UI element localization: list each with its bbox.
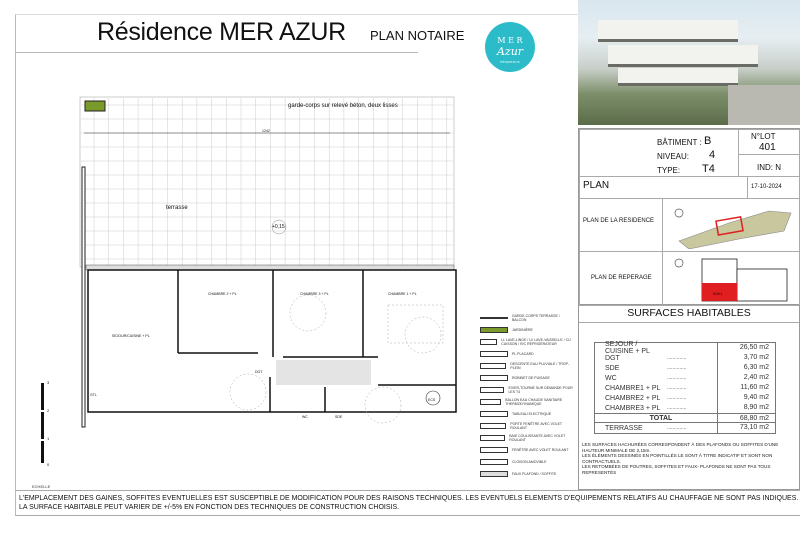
room-label: SDE [335, 415, 343, 419]
terrasse-value: 73,10 m2 [717, 423, 775, 433]
logo-text: M E R [497, 36, 523, 45]
surface-row [595, 363, 775, 373]
terrace-label: terrasse [166, 205, 188, 211]
surface-name: CHAMBRE3 + PL [605, 404, 661, 412]
room-label: CHAMBRE 2 + PL [208, 292, 237, 296]
surface-dots: .............. [667, 355, 687, 361]
lot-label: N°LOT [751, 132, 776, 141]
terrasse-row [595, 423, 775, 433]
floor-plan [78, 95, 458, 455]
room-label: CHAMBRE 1 + PL [388, 292, 417, 296]
guardrail-note: garde-corps sur relevé béton, deux lisses [288, 103, 398, 109]
surface-dots: .............. [667, 375, 687, 381]
type-label: TYPE: [657, 166, 681, 175]
legend-label: TABLEAU ELECTRIQUE [512, 412, 552, 416]
legend-item [480, 312, 575, 324]
surface-row [595, 393, 775, 403]
logo-text: RÉSIDENCE [500, 60, 520, 64]
surface-name: CHAMBRE2 + PL [605, 394, 661, 402]
surface-name: SEJOUR / CUISINE + PL [605, 341, 650, 355]
legend-symbol-icon [480, 317, 508, 319]
disclaimer-line: L'EMPLACEMENT DES GAINES, SOFFITES EVENTUELLES EST SUSCEPTIBLE DE MODIFICATION POUR DES RAISONS TECHNIQUES. LES EVENTUELS ELEMENTS D'EQUIPEMENTS RELATIFS AU CHAUFFAGE NE SONT PAS INDIQUES. [19, 495, 799, 502]
legend-symbol-icon [480, 471, 508, 477]
type-value: T4 [702, 163, 715, 175]
legend-label: CLOISON AMOVIBLE [512, 460, 547, 464]
page-title: Résidence MER AZUR [97, 18, 346, 46]
scale-tick: 3 [47, 380, 50, 385]
note: LES SURFACES HACHURÉES CORRESPONDENT À DES PLAFONDS OU SOFFITES D'UNE HAUTEUR MINIMALE DE 2,15m. [582, 442, 779, 453]
logo-text: Azur [496, 45, 524, 58]
batiment-label: BÂTIMENT : [657, 138, 702, 147]
scale-tick: 2 [47, 408, 50, 413]
indice: IND: N [757, 163, 781, 172]
total-value: 68,80 m2 [717, 414, 775, 422]
surface-row [595, 343, 775, 353]
legend-label: JARDINIÈRE [512, 328, 533, 332]
surface-row [595, 373, 775, 383]
residence-site-plan [669, 201, 797, 249]
surface-name: DGT [605, 354, 620, 362]
surface-dots: .............. [667, 405, 687, 411]
legend-symbol-icon [480, 387, 504, 393]
scale-tick: 0 [47, 462, 50, 467]
legend-symbol-icon [480, 327, 508, 333]
legend-label: ROBINET DE PUISAGE [512, 376, 550, 380]
room-label: CHAMBRE 3 + PL [300, 292, 329, 296]
dots: .............. [667, 425, 687, 431]
surface-value: 2,40 m2 [717, 373, 775, 383]
surfaces-title: SURFACES HABITABLES [579, 307, 799, 323]
note: LES ÉLÉMENTS DESSINÉS EN POINTILLÉS LE SONT À TITRE INDICATIF ET SONT NON CONTRACTUELS. [582, 453, 773, 464]
room-label: DGT [255, 370, 263, 374]
surface-value: 9,40 m2 [717, 393, 775, 403]
legend-symbol-icon [480, 339, 497, 345]
surface-name: WC [605, 374, 617, 382]
plan-reperage-label: PLAN DE REPERAGE [591, 275, 652, 281]
legend [480, 312, 575, 480]
terrace-grid [80, 97, 454, 267]
room-label: GTL [90, 393, 97, 397]
legend-label: BALLON EAU CHAUDE SANITAIRE THERMODYNAMIQUE [505, 398, 563, 406]
legend-symbol-icon [480, 351, 508, 357]
note: LES RETOMBÉES DE POUTRES, SOFFITES ET FAUX- PLAFONDS NE SONT PAS TOUS REPRESENTÉS [582, 464, 771, 475]
legend-symbol-icon [480, 435, 505, 441]
plan-residence-label: PLAN DE LA RESIDENCE [583, 218, 655, 224]
legend-label: EVIER-TOURNE SUR DEMANDE POUR LES T4 [508, 386, 573, 394]
lot-info-panel [578, 128, 800, 305]
room-label: SEJOUR/CUISINE + PL [112, 334, 150, 338]
batiment-value: B [704, 135, 712, 147]
legend-item [480, 468, 575, 480]
niveau-value: 4 [709, 149, 716, 161]
room-label: WC [302, 415, 308, 419]
legend-label: PL PLACARD [512, 352, 534, 356]
plan-type-label: PLAN NOTAIRE [370, 28, 465, 43]
legend-item [480, 384, 575, 396]
legend-symbol-icon [480, 411, 508, 417]
legend-item [480, 408, 575, 420]
plan-date: 17-10-2024 [751, 184, 782, 190]
legend-label: GARDE-CORPS TERRASSE / BALCON [511, 314, 560, 322]
legend-symbol-icon [480, 363, 506, 369]
surface-value: 6,30 m2 [717, 363, 775, 373]
legend-item [480, 336, 575, 348]
scale-bar [41, 383, 44, 463]
surface-dots: .............. [667, 365, 687, 371]
surface-value: 11,60 m2 [717, 383, 775, 393]
surfaces-panel [578, 305, 800, 490]
residence-photo [578, 0, 800, 125]
surface-row [595, 383, 775, 393]
surface-value: 26,50 m2 [717, 343, 775, 353]
legend-label: BAIE COULISSANTE AVEC VOLET ROULANT [509, 434, 566, 442]
legend-item [480, 396, 575, 408]
surface-name: SDE [605, 364, 620, 372]
legend-item [480, 432, 575, 444]
surfaces-table [594, 342, 776, 434]
lot-number: 401 [759, 142, 776, 153]
scale-label: ECHELLE [32, 484, 51, 489]
plan-label: PLAN [583, 180, 610, 191]
total-label: TOTAL [649, 414, 673, 422]
legend-symbol-icon [480, 459, 508, 465]
surface-dots: .............. [667, 395, 687, 401]
scale-tick: 1 [47, 436, 50, 441]
surface-notes [582, 442, 797, 476]
title-divider [15, 52, 418, 53]
legend-item [480, 348, 575, 360]
reperage-plan [669, 253, 797, 305]
legend-label: DESCENTE EAU PLUVIALE / TROP-PLEIN [510, 362, 570, 370]
legend-item [480, 360, 575, 372]
niveau-label: NIVEAU: [657, 152, 690, 161]
surface-row [595, 353, 775, 363]
surface-value: 3,70 m2 [717, 353, 775, 363]
legend-symbol-icon [480, 423, 506, 429]
footer-disclaimer [15, 490, 800, 516]
legend-label: FENÊTRE AVEC VOLET ROULANT [512, 448, 569, 452]
legend-symbol-icon [480, 375, 508, 381]
mer-azur-logo [485, 22, 535, 72]
surface-row [595, 403, 775, 413]
legend-item [480, 444, 575, 456]
surface-value: 8,90 m2 [717, 403, 775, 413]
disclaimer-line: LA SURFACE HABITABLE PEUT VARIER DE +/-5% EN FONCTION DES TECHNIQUES DE CONSTRUCTION CHOISIS. [19, 504, 400, 511]
room-label: ECS [428, 398, 436, 402]
legend-symbol-icon [480, 399, 501, 405]
legend-item [480, 324, 575, 336]
legend-label: PORTE FENÊTRE AVEC VOLET ROULANT [510, 422, 562, 430]
legend-item [480, 456, 575, 468]
reperage-lot: B401 [713, 291, 723, 296]
total-row [595, 413, 775, 423]
legend-label: LL LAVE-LINGE / LV LAVE-VAISSELLE / CU CUISSON / R/C RÉFRIGÉRATEUR [501, 338, 571, 346]
legend-item [480, 372, 575, 384]
terrasse-label: TERRASSE [605, 424, 643, 432]
surface-dots: .............. [667, 385, 687, 391]
terrace-width-dimension: 1242 [262, 129, 270, 133]
legend-symbol-icon [480, 447, 508, 453]
surface-name: CHAMBRE1 + PL [605, 384, 661, 392]
legend-label: FAUX PLAFOND / SOFFITE [512, 472, 557, 476]
level-mark: +0,15 [272, 224, 285, 230]
legend-item [480, 420, 575, 432]
